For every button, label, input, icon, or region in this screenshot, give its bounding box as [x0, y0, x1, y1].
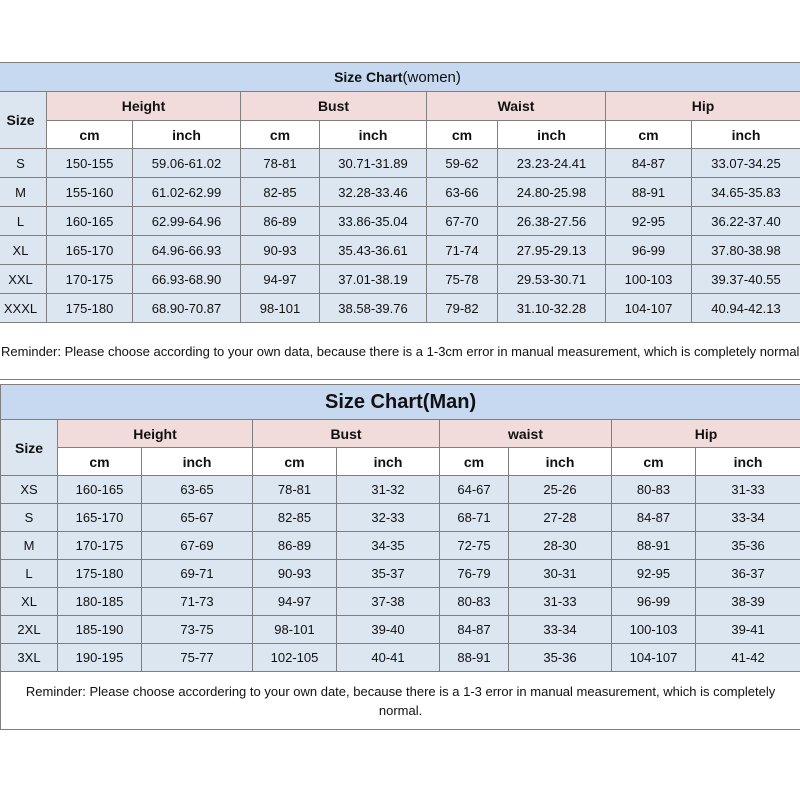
- table-cell: 79-82: [427, 294, 498, 323]
- bust-header: Bust: [253, 420, 440, 448]
- unit-header: cm: [606, 121, 692, 149]
- table-cell: 68-71: [440, 504, 509, 532]
- bust-header: Bust: [241, 92, 427, 121]
- table-cell: 35.43-36.61: [320, 236, 427, 265]
- table-cell: 72-75: [440, 532, 509, 560]
- women-title-paren: (women): [402, 68, 461, 86]
- table-cell: 30.71-31.89: [320, 149, 427, 178]
- table-cell: 160-165: [47, 207, 133, 236]
- table-cell: 38.58-39.76: [320, 294, 427, 323]
- table-cell: 36.22-37.40: [692, 207, 800, 236]
- unit-header: cm: [241, 121, 320, 149]
- table-cell: 170-175: [47, 265, 133, 294]
- size-cell: XXL: [0, 265, 47, 294]
- table-cell: 32-33: [337, 504, 440, 532]
- table-cell: 37-38: [337, 588, 440, 616]
- table-cell: 165-170: [58, 504, 142, 532]
- table-row: [1, 560, 800, 588]
- table-row: [0, 207, 800, 236]
- table-cell: 96-99: [606, 236, 692, 265]
- table-row: [0, 236, 800, 265]
- size-cell: 2XL: [1, 616, 58, 644]
- table-cell: 90-93: [241, 236, 320, 265]
- table-row: [0, 149, 800, 178]
- table-cell: 98-101: [253, 616, 337, 644]
- table-cell: 96-99: [612, 588, 696, 616]
- unit-row: [0, 121, 800, 149]
- table-row: [0, 265, 800, 294]
- table-cell: 75-78: [427, 265, 498, 294]
- table-cell: 33-34: [696, 504, 800, 532]
- table-cell: 73-75: [142, 616, 253, 644]
- table-cell: 84-87: [440, 616, 509, 644]
- table-cell: 88-91: [440, 644, 509, 672]
- table-row: [0, 294, 800, 323]
- table-cell: 75-77: [142, 644, 253, 672]
- table-cell: 37.01-38.19: [320, 265, 427, 294]
- table-cell: 82-85: [253, 504, 337, 532]
- table-cell: 78-81: [241, 149, 320, 178]
- table-cell: 76-79: [440, 560, 509, 588]
- table-cell: 190-195: [58, 644, 142, 672]
- unit-row: [1, 448, 800, 476]
- table-cell: 40.94-42.13: [692, 294, 800, 323]
- table-cell: 69-71: [142, 560, 253, 588]
- table-cell: 175-180: [58, 560, 142, 588]
- table-cell: 160-165: [58, 476, 142, 504]
- table-cell: 59-62: [427, 149, 498, 178]
- table-cell: 33.07-34.25: [692, 149, 800, 178]
- table-cell: 41-42: [696, 644, 800, 672]
- size-cell: M: [0, 178, 47, 207]
- table-cell: 27-28: [509, 504, 612, 532]
- size-header: Size: [0, 92, 47, 149]
- table-cell: 82-85: [241, 178, 320, 207]
- table-cell: 165-170: [47, 236, 133, 265]
- table-cell: 78-81: [253, 476, 337, 504]
- table-cell: 150-155: [47, 149, 133, 178]
- table-cell: 88-91: [606, 178, 692, 207]
- table-cell: 27.95-29.13: [498, 236, 606, 265]
- table-cell: 170-175: [58, 532, 142, 560]
- table-cell: 37.80-38.98: [692, 236, 800, 265]
- table-cell: 35-37: [337, 560, 440, 588]
- unit-header: inch: [692, 121, 800, 149]
- men-chart-title: Size Chart(Man): [1, 385, 800, 420]
- table-cell: 23.23-24.41: [498, 149, 606, 178]
- size-cell: L: [1, 560, 58, 588]
- men-size-chart: [0, 384, 800, 730]
- table-cell: 63-65: [142, 476, 253, 504]
- table-cell: 64.96-66.93: [133, 236, 241, 265]
- table-cell: 39-41: [696, 616, 800, 644]
- table-cell: 80-83: [440, 588, 509, 616]
- table-cell: 86-89: [241, 207, 320, 236]
- size-cell: XXXL: [0, 294, 47, 323]
- unit-header: cm: [612, 448, 696, 476]
- table-cell: 31-33: [509, 588, 612, 616]
- unit-header: inch: [696, 448, 800, 476]
- table-row: [0, 178, 800, 207]
- size-cell: L: [0, 207, 47, 236]
- table-cell: 86-89: [253, 532, 337, 560]
- table-cell: 26.38-27.56: [498, 207, 606, 236]
- table-cell: 104-107: [612, 644, 696, 672]
- table-cell: 61.02-62.99: [133, 178, 241, 207]
- unit-header: inch: [142, 448, 253, 476]
- women-size-chart: [0, 62, 800, 380]
- table-cell: 33.86-35.04: [320, 207, 427, 236]
- hip-header: Hip: [612, 420, 800, 448]
- table-cell: 34-35: [337, 532, 440, 560]
- table-cell: 35-36: [509, 644, 612, 672]
- table-cell: 33-34: [509, 616, 612, 644]
- height-header: Height: [47, 92, 241, 121]
- table-cell: 63-66: [427, 178, 498, 207]
- unit-header: inch: [337, 448, 440, 476]
- table-cell: 64-67: [440, 476, 509, 504]
- hip-header: Hip: [606, 92, 800, 121]
- table-cell: 185-190: [58, 616, 142, 644]
- table-cell: 39.37-40.55: [692, 265, 800, 294]
- table-cell: 94-97: [241, 265, 320, 294]
- table-cell: 24.80-25.98: [498, 178, 606, 207]
- table-cell: 104-107: [606, 294, 692, 323]
- table-cell: 180-185: [58, 588, 142, 616]
- table-cell: 90-93: [253, 560, 337, 588]
- height-header: Height: [58, 420, 253, 448]
- unit-header: inch: [320, 121, 427, 149]
- table-cell: 31-33: [696, 476, 800, 504]
- size-cell: XL: [0, 236, 47, 265]
- table-row: [1, 588, 800, 616]
- table-cell: 65-67: [142, 504, 253, 532]
- table-cell: 71-73: [142, 588, 253, 616]
- table-cell: 31.10-32.28: [498, 294, 606, 323]
- table-row: [1, 644, 800, 672]
- unit-header: cm: [58, 448, 142, 476]
- table-cell: 31-32: [337, 476, 440, 504]
- table-cell: 102-105: [253, 644, 337, 672]
- women-chart-title: [0, 63, 800, 92]
- table-cell: 84-87: [606, 149, 692, 178]
- size-cell: M: [1, 532, 58, 560]
- table-cell: 67-69: [142, 532, 253, 560]
- table-cell: 88-91: [612, 532, 696, 560]
- unit-header: inch: [133, 121, 241, 149]
- size-cell: XL: [1, 588, 58, 616]
- table-cell: 175-180: [47, 294, 133, 323]
- table-cell: 25-26: [509, 476, 612, 504]
- unit-header: cm: [440, 448, 509, 476]
- table-cell: 94-97: [253, 588, 337, 616]
- table-cell: 28-30: [509, 532, 612, 560]
- size-cell: XS: [1, 476, 58, 504]
- table-cell: 66.93-68.90: [133, 265, 241, 294]
- size-cell: 3XL: [1, 644, 58, 672]
- unit-header: inch: [509, 448, 612, 476]
- unit-header: cm: [427, 121, 498, 149]
- table-cell: 92-95: [606, 207, 692, 236]
- table-cell: 36-37: [696, 560, 800, 588]
- table-cell: 30-31: [509, 560, 612, 588]
- women-title-main: Size Chart: [334, 68, 403, 85]
- table-cell: 62.99-64.96: [133, 207, 241, 236]
- table-row: [1, 476, 800, 504]
- table-row: [1, 532, 800, 560]
- table-cell: 67-70: [427, 207, 498, 236]
- table-row: [1, 616, 800, 644]
- unit-header: cm: [253, 448, 337, 476]
- size-cell: S: [1, 504, 58, 532]
- table-cell: 59.06-61.02: [133, 149, 241, 178]
- table-cell: 80-83: [612, 476, 696, 504]
- table-row: [1, 504, 800, 532]
- size-cell: S: [0, 149, 47, 178]
- table-cell: 32.28-33.46: [320, 178, 427, 207]
- table-cell: 68.90-70.87: [133, 294, 241, 323]
- table-cell: 98-101: [241, 294, 320, 323]
- table-cell: 84-87: [612, 504, 696, 532]
- table-cell: 34.65-35.83: [692, 178, 800, 207]
- table-cell: 100-103: [606, 265, 692, 294]
- table-cell: 38-39: [696, 588, 800, 616]
- waist-header: waist: [440, 420, 612, 448]
- table-cell: 100-103: [612, 616, 696, 644]
- women-reminder-note: Reminder: Please choose according to your own data, because there is a 1-3cm error in manual measurement, which is completely normal: [0, 323, 800, 380]
- waist-header: Waist: [427, 92, 606, 121]
- table-cell: 40-41: [337, 644, 440, 672]
- table-cell: 39-40: [337, 616, 440, 644]
- unit-header: inch: [498, 121, 606, 149]
- table-cell: 35-36: [696, 532, 800, 560]
- unit-header: cm: [47, 121, 133, 149]
- table-cell: 71-74: [427, 236, 498, 265]
- men-reminder-note: Reminder: Please choose accordering to your own date, because there is a 1-3 error in manual measurement, which is completely normal.: [1, 672, 800, 730]
- table-cell: 29.53-30.71: [498, 265, 606, 294]
- table-cell: 92-95: [612, 560, 696, 588]
- table-cell: 155-160: [47, 178, 133, 207]
- size-header: Size: [1, 420, 58, 476]
